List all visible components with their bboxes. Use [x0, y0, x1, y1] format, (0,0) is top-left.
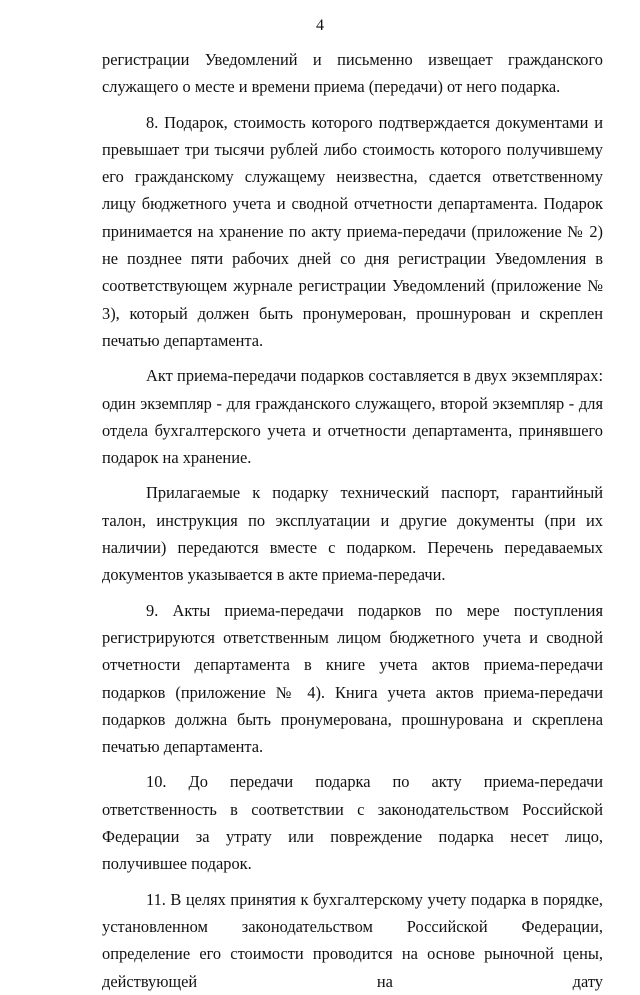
document-body	[102, 46, 603, 995]
paragraph-item-11: 11. В целях принятия к бухгалтерскому учету подарка в порядке, установленном законодательством Российской Федерации, определение его стоимости проводится на основе рыночной цены, действующей на дату	[102, 889, 603, 991]
paragraph-acceptance-act: Акт приема-передачи подарков составляется в двух экземплярах: один экземпляр - для гражданского служащего, второй экземпляр - для отдела бухгалтерского учета и отчетности департамента, принявшего подарок на хранение.	[102, 366, 603, 468]
paragraph-item-9: 9. Акты приема-передачи подарков по мере поступления регистрируются ответственным лицом бюджетного учета и сводной отчетности департамента в книге учета актов приема-передачи подарков (приложение № 4). Книга учета актов приема-передачи подарков должна быть пронумерована, прошнурована и скреплена печатью департамента.	[102, 600, 603, 757]
paragraph-item-10: 10. До передачи подарка по акту приема-передачи ответственность в соответствии с законодательством Российской Федерации за утрату или повреждение подарка несет лицо, получившее подарок.	[102, 772, 603, 874]
paragraph-item-8: 8. Подарок, стоимость которого подтверждается документами и превышает три тысячи рублей либо стоимость которого получившему его гражданскому служащему неизвестна, сдается ответственному лицу бюджетного учета и сводной отчетности департамента. Подарок принимается на хранение по акту приема-передачи (приложение № 2) не позднее пяти рабочих дней со дня регистрации Уведомления в соответствующем журнале регистрации Уведомлений (приложение № 3), который должен быть пронумерован, прошнурован и скреплен печатью департамента.	[102, 112, 603, 350]
paragraph-attached-documents: Прилагаемые к подарку технический паспорт, гарантийный талон, инструкция по эксплуатации и другие документы (при их наличии) передаются вместе с подарком. Перечень передаваемых документов указывается в акте приема-передачи.	[102, 483, 603, 585]
page-number: 4	[316, 17, 324, 34]
paragraph-continuation: регистрации Уведомлений и письменно извещает гражданского служащего о месте и времени приема (передачи) от него подарка.	[102, 50, 603, 97]
